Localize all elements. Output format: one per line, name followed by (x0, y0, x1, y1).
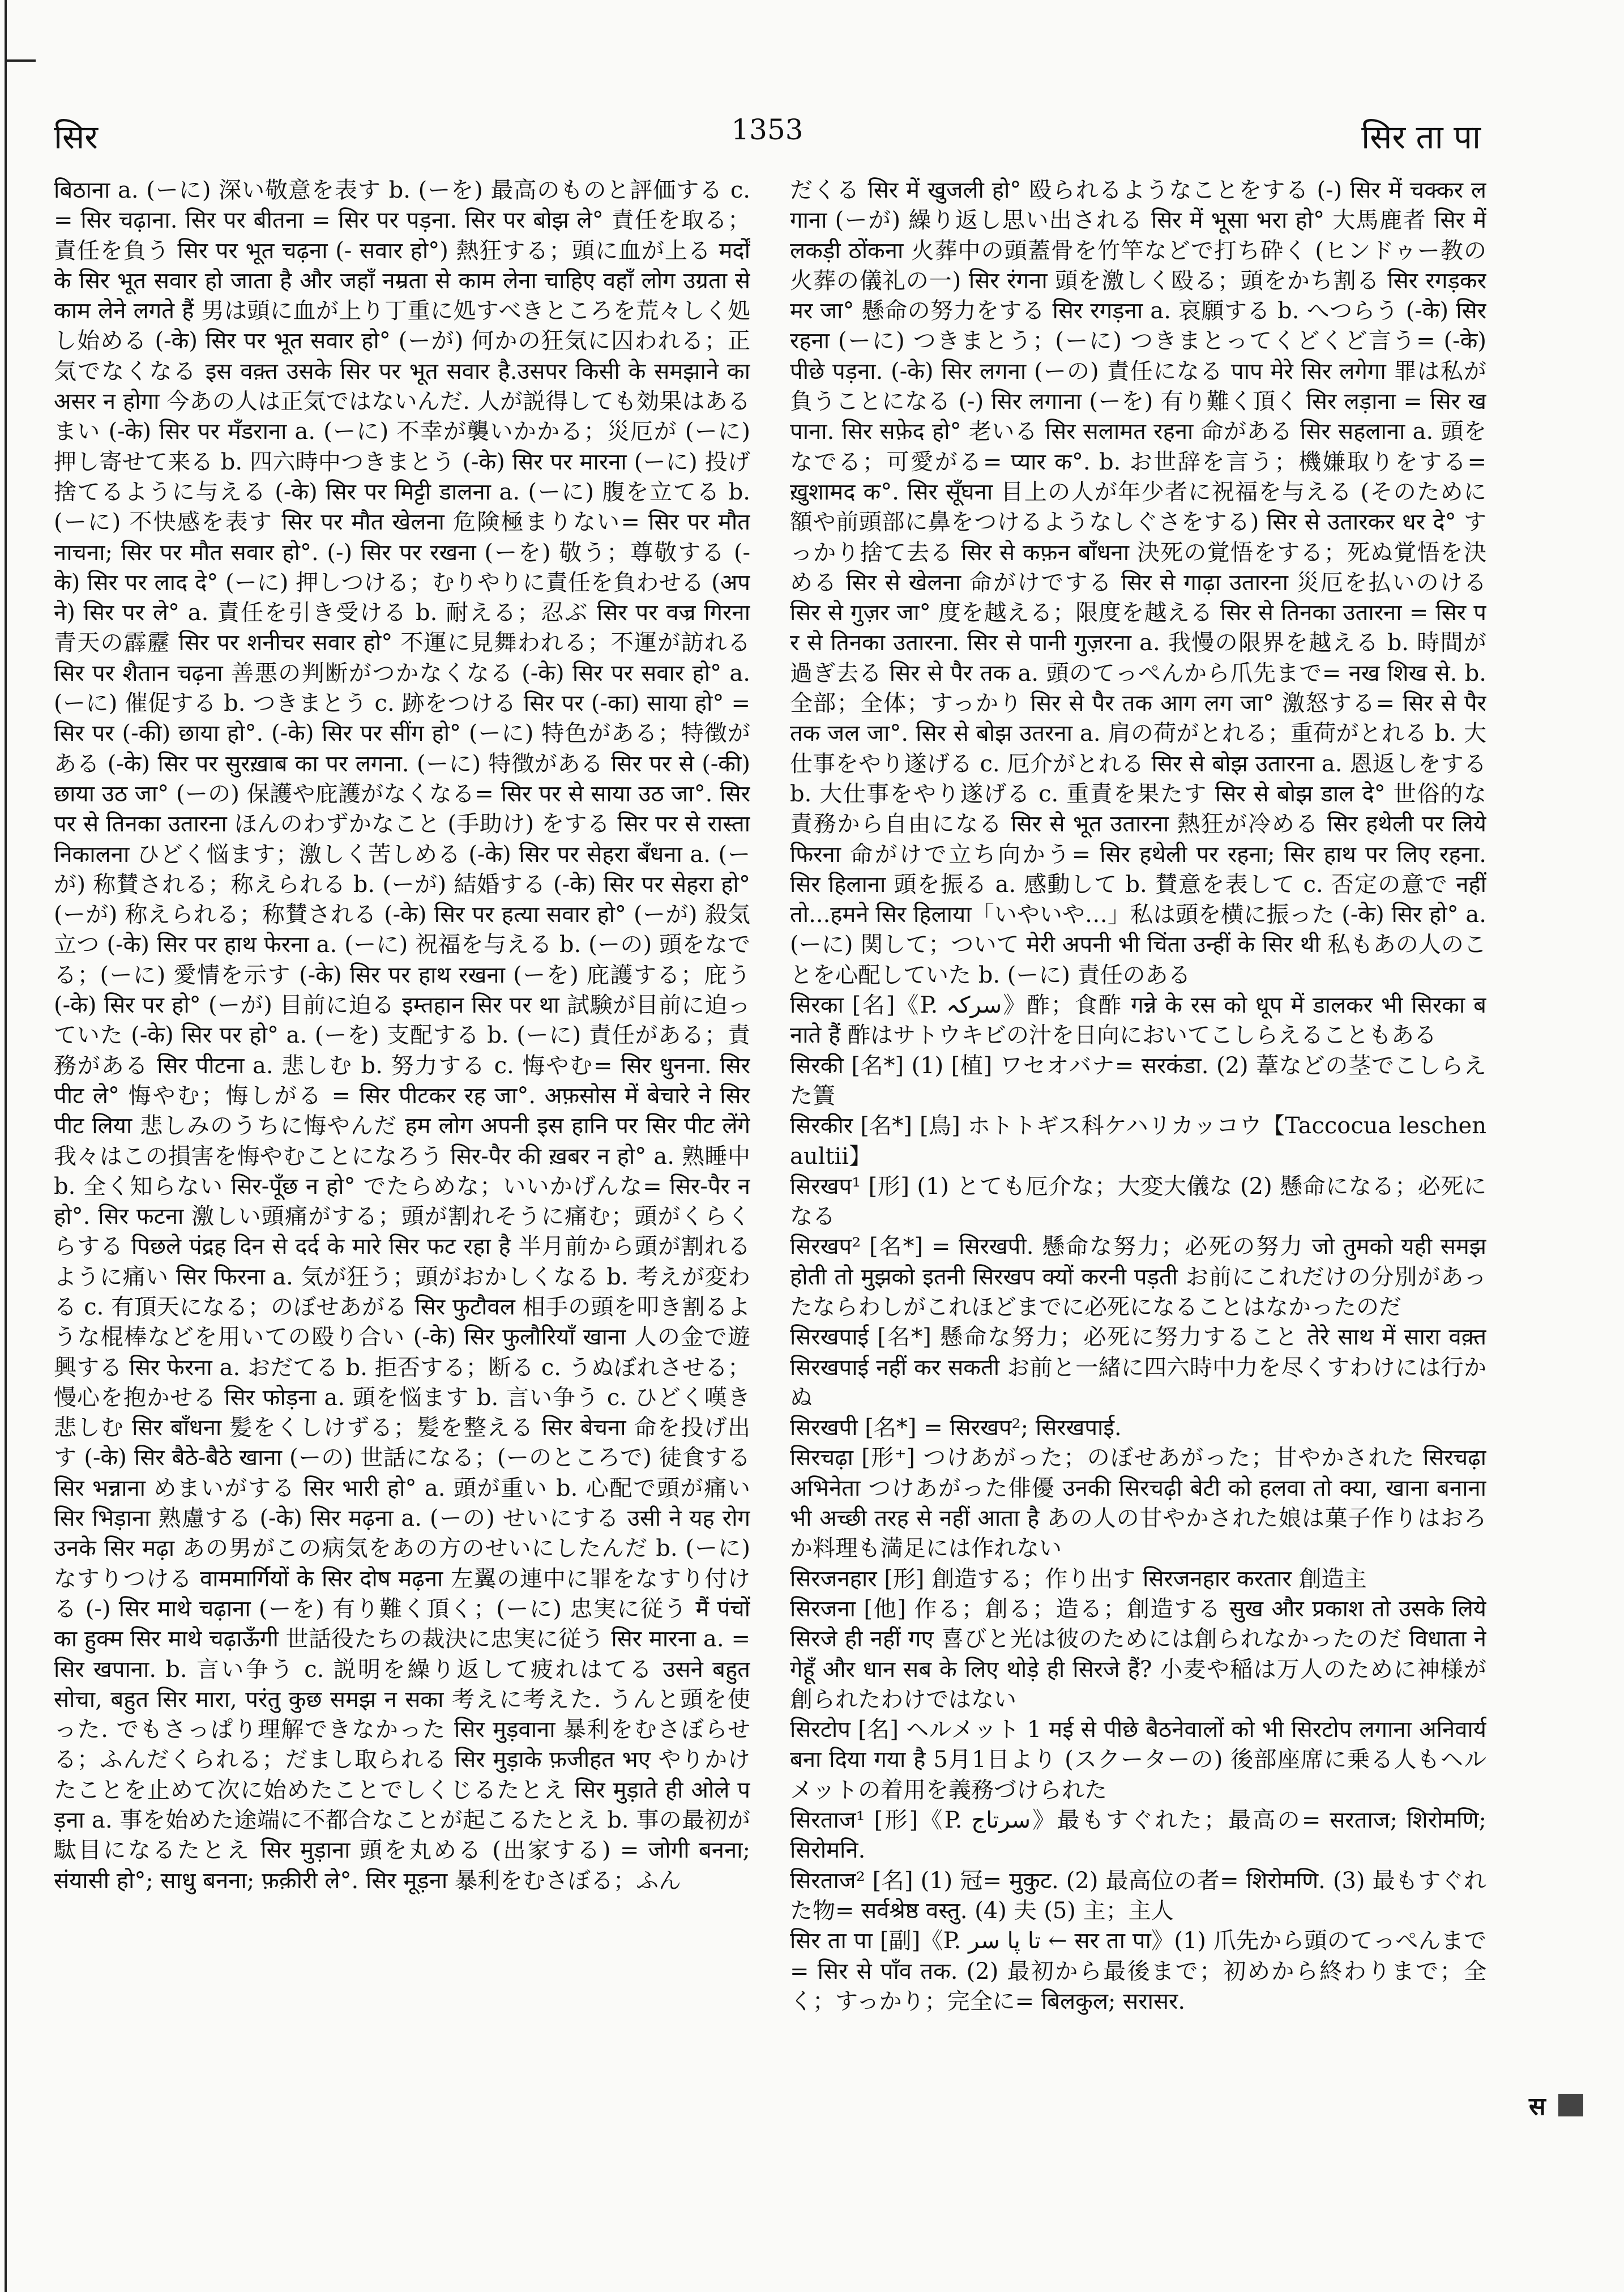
dictionary-entry: सिरजना [他] 作る；創る；造る；創造する सुख और प्रकाश तो उसके लिये सिरजे ही नहीं गए 喜びと光は彼のためには創られなかったのだ विधाता ने गेहूँ और धान सब के लिए थोड़े ही सिरजे हैं? 小麦や稲は万人のために神様が創られたわけではない (790, 1595, 1486, 1713)
dictionary-text: बिठाना a. (ーに) 深い敬意を表す b. (ーを) 最高のものと評価する c. = सिर चढ़ाना. सिर पर बीतना = सिर पर पड़ना. सिर पर बोझ ले° 責任を取る；責任を負う सिर पर भूत चढ़ना (- सवार हो°) 熱狂する；頭に血が上る मर्दों के सिर भूत सवार हो जाता है और जहाँ नम्रता से काम लेना चाहिए वहाँ लोग उग्रता से काम लेने लगते हैं 男は頭に血が上り丁重に処すべきところを荒々しく処し始める (-के) सिर पर भूत सवार हो° (ーが) 何かの狂気に囚われる；正気でなくなる इस वक़्त उसके सिर पर भूत सवार है.उसपर किसी के समझाने का असर न होगा 今あの人は正気ではないんだ. 人が説得しても効果はあるまい (-के) सिर पर मँडराना a. (ーに) 不幸が襲いかかる；災厄が (ーに) 押し寄せて来る b. 四六時中つきまとう (-के) सिर पर मारना (ーに) 投げ捨てるように与える (-के) सिर पर मिट्टी डालना a. (ーに) 腹を立てる b. (ーに) 不快感を表す सिर पर मौत खेलना 危険極まりない= सिर पर मौत नाचना; सिर पर मौत सवार हो°. (-) सिर पर रखना (ーを) 敬う；尊敬する (-के) सिर पर लाद दे° (ーに) 押しつける；むりやりに責任を負わせる (अपने) सिर पर ले° a. 責任を引き受ける b. 耐える；忍ぶ सिर पर वज्र गिरना 青天の霹靂 सिर पर शनीचर सवार हो° 不運に見舞われる；不運が訪れる सिर पर शैतान चढ़ना 善悪の判断がつかなくなる (-के) सिर पर सवार हो° a. (ーに) 催促する b. つきまとう c. 跡をつける सिर पर (-का) साया हो° = सिर पर (-की) छाया हो°. (-के) सिर पर सींग हो° (ーに) 特色がある；特徴がある (-के) सिर पर सुरख़ाब का पर लगना. (ーに) 特徴がある सिर पर से (-की) छाया उठ जा° (ーの) 保護や庇護がなくなる= सिर पर से साया उठ जा°. सिर पर से तिनका उतारना ほんのわずかなこと (手助け) をする सिर पर से रास्ता निकालना ひどく悩ます；激しく苦しめる (-के) सिर पर सेहरा बँधना a. (ーが) 称賛される；称えられる b. (ーが) 結婚する (-के) सिर पर सेहरा हो° (ーが) 称えられる；称賛される (-के) सिर पर हत्या सवार हो° (ーが) 殺気立つ (-के) सिर पर हाथ फेरना a. (ーに) 祝福を与える b. (ーの) 頭をなでる；(ーに) 愛情を示す (-के) सिर पर हाथ रखना (ーを) 庇護する；庇う (-के) सिर पर हो° (ーが) 目前に迫る इम्तहान सिर पर था 試験が目前に迫っていた (-के) सिर पर हो° a. (ーを) 支配する b. (ーに) 責任がある；責務がある सिर पीटना a. 悲しむ b. 努力する c. 悔やむ= सिर धुनना. सिर पीट ले° 悔やむ；悔しがる = सिर पीटकर रह जा°. अफ़सोस में बेचारे ने सिर पीट लिया 悲しみのうちに悔やんだ हम लोग अपनी इस हानि पर सिर पीट लेंगे 我々はこの損害を悔やむことになろう सिर-पैर की ख़बर न हो° a. 熟睡中 b. 全く知らない सिर-पूँछ न हो° でたらめな；いいかげんな= सिर-पैर न हो°. सिर फटना 激しい頭痛がする；頭が割れそうに痛む；頭がくらくらする पिछले पंद्रह दिन से दर्द के मारे सिर फट रहा है 半月前から頭が割れるように痛い सिर फिरना a. 気が狂う；頭がおかしくなる b. 考えが変わる c. 有頂天になる；のぼせあがる सिर फुटौवल 相手の頭を叩き割るような棍棒などを用いての殴り合い (-के) सिर फुलौरियाँ खाना 人の金で遊興する सिर फेरना a. おだてる b. 拒否する；断る c. うぬぼれさせる；慢心を抱かせる सिर फोड़ना a. 頭を悩ます b. 言い争う c. ひどく嘆き悲しむ सिर बाँधना 髪をくしけずる；髪を整える सिर बेचना 命を投げ出す (-के) सिर बैठे-बैठे खाना (ーの) 世話になる；(ーのところで) 徒食する सिर भन्नाना めまいがする सिर भारी हो° a. 頭が重い b. 心配で頭が痛い सिर भिड़ाना 熟慮する (-के) सिर मढ़ना a. (ーの) せいにする उसी ने यह रोग उनके सिर मढ़ा あの男がこの病気をあの方のせいにしたんだ b. (ーに) なすりつける वाममार्गियों के सिर दोष मढ़ना 左翼の連中に罪をなすり付ける (-) सिर माथे चढ़ाना (ーを) 有り難く頂く；(ーに) 忠実に従う मैं पंचों का हुक्म सिर माथे चढ़ाऊँगी 世話役たちの裁決に忠実に従う सिर मारना a. = सिर खपाना. b. 言い争う c. 説明を繰り返して疲れはてる उसने बहुत सोचा, बहुत सिर मारा, परंतु कुछ समझ न सका 考えに考えた. うんと頭を使った. でもさっぱり理解できなかった सिर मुड़वाना 暴利をむさぼらせる；ふんだくられる；だまし取られる सिर मुड़ाके फ़जीहत भए やりかけたことを止めて次に始めたことでしくじるたとえ सिर मुड़ाते ही ओले पड़ना a. 事を始めた途端に不都合なことが起こるたとえ b. 事の最初が駄目になるたとえ सिर मुड़ाना 頭を丸める (出家する) = जोगी बनना; संयासी हो°; साधु बनना; फ़क़ीरी ले°. सिर मूड़ना 暴利をむさぼる；ふん (54, 177, 750, 1894)
right-column (790, 176, 1486, 2169)
thumb-index-tab (1529, 2092, 1585, 2121)
dictionary-text: だくる सिर में खुजली हो° 殴られるようなことをする (-) सिर में चक्कर लगाना (ーが) 繰り返し思い出される सिर में भूसा भरा हो° 大馬鹿者 सिर में लकड़ी ठोंकना 火葬中の頭蓋骨を竹竿などで打ち砕く (ヒンドゥー教の火葬の儀礼の一) सिर रंगना 頭を激しく殴る；頭をかち割る सिर रगड़कर मर जा° 懸命の努力をする सिर रगड़ना a. 哀願する b. へつらう (-के) सिर रहना (ーに) つきまとう；(ーに) つきまとってくどくど言う= (-के) पीछे पड़ना. (-के) सिर लगना (ーの) 責任になる पाप मेरे सिर लगेगा 罪は私が負うことになる (-) सिर लगाना (ーを) 有り難く頂く सिर लड़ाना = सिर खपाना. सिर सफ़ेद हो° 老いる सिर सलामत रहना 命がある सिर सहलाना a. 頭をなでる；可愛がる= प्यार क°. b. お世辞を言う；機嫌取りをする= ख़ुशामद क°. सिर सूँघना 目上の人が年少者に祝福を与える (そのために額や前頭部に鼻をつけるようなしぐさをする) सिर से उतारकर धर दे° すっかり捨て去る सिर से कफ़न बाँधना 決死の覚悟をする；死ぬ覚悟を決める सिर से खेलना 命がけでする सिर से गाढ़ा उतारना 災厄を払いのける सिर से गुज़र जा° 度を越える；限度を越える सिर से तिनका उतारना = सिर पर से तिनका उतारना. सिर से पानी गुज़रना a. 我慢の限界を越える b. 時間が過ぎ去る सिर से पैर तक a. 頭のてっぺんから爪先まで= नख शिख से. b. 全部；全体；すっかり सिर से पैर तक आग लग जा° 激怒する= सिर से पैर तक जल जा°. सिर से बोझ उतरना a. 肩の荷がとれる；重荷がとれる b. 大仕事をやり遂げる c. 厄介がとれる सिर से बोझ उतारना a. 恩返しをする b. 大仕事をやり遂げる c. 重責を果たす सिर से बोझ डाल दे° 世俗的な責務から自由になる सिर से भूत उतारना 熱狂が冷める सिर हथेली पर लिये फिरना 命がけで立ち向かう= सिर हथेली पर रहना; सिर हाथ पर लिए रहना. सिर हिलाना 頭を振る a. 感動して b. 賛意を表して c. 否定の意で नहीं तो...हमने सिर हिलाया「いやいや…」私は頭を横に振った (-के) सिर हो° a. (ーに) 関して；ついて मेरी अपनी भी चिंता उन्हीं के सिर थी 私もあの人のことを心配していた b. (ーに) 責任のある (790, 177, 1486, 988)
dictionary-entry: सिरकीर [名*] [鳥] ホトトギス科ケハリカッコウ【Taccocua leschenaultii】 (790, 1113, 1486, 1170)
thumb-index-marker (1558, 2094, 1583, 2116)
dictionary-entry: सिरताज² [名] (1) 冠= मुकुट. (2) 最高位の者= शिरोमणि. (3) 最もすぐれた物= सर्वश्रेष्ठ वस्तु. (4) 夫 (5) 主；主人 (790, 1867, 1486, 1924)
dictionary-entry: सिरखपी [名*] = सिरखप²; सिरखपाई. (790, 1415, 1122, 1441)
dictionary-entry: सिरजनहार [形] 創造する；作り出す सिरजनहार करतार 創造主 (790, 1565, 1367, 1592)
page-header (54, 113, 1481, 164)
dictionary-entry: सिरचढ़ा [形⁺] つけあがった；のぼせあがった；甘やかされた सिरचढ़ा अभिनेता つけあがった俳優 उनकी सिरचढ़ी बेटी को हलवा तो क्या, खाना बनाना भी अच्छी तरह से नहीं आता है あの人の甘やかされた娘は菓子作りはおろか料理も満足には作れない (790, 1445, 1486, 1562)
guide-word-left: सिर (54, 118, 98, 156)
left-column (54, 176, 750, 2169)
dictionary-entry: सिरखप² [名*] = सिरखपी. 懸命な努力；必死の努力 जो तुमको यही समझ होती तो मुझको इतनी सिरखप क्यों करनी पड़ती お前にこれだけの分別があったならわしがこれほどまでに必死になることはなかったのだ (790, 1234, 1486, 1320)
dictionary-entry: सिरका [名]《P. سرکہ》酢；食酢 गन्ने के रस को धूप में डालकर भी सिरका बनाते हैं 酢はサトウキビの汁を日向においてこしらえることもある (790, 992, 1486, 1049)
dictionary-entry: सिरखप¹ [形] (1) とても厄介な；大変大儀な (2) 懸命になる；必死になる (790, 1173, 1486, 1230)
dictionary-entry: सिरटोप [名] ヘルメット 1 मई से पीछे बैठनेवालों को भी सिरटोप लगाना अनिवार्य बना दिया गया है 5月1日より (スクーターの) 後部座席に乗る人もヘルメットの着用を義務づけられた (790, 1717, 1486, 1803)
margin-rule-horizontal (5, 59, 36, 62)
page-number: 1353 (731, 113, 804, 146)
thumb-index-letter: स (1529, 2092, 1546, 2121)
dictionary-entry: सिरताज¹ [形]《P. سرتاج》最もすぐれた；最高の= सरताज; शिरोमणि; सिरोमनि. (790, 1807, 1486, 1864)
margin-rule-vertical (5, 0, 7, 2292)
dictionary-entry: सिर ता पा [副]《P. تا پا سر ← सर ता पा》(1) 爪先から頭のてっぺんまで= सिर से पाँव तक. (2) 最初から最後まで；初めから終わりまで；全く；すっかり；完全に= बिलकुल; सरासर. (790, 1928, 1486, 2014)
dictionary-entry: सिरकी [名*] (1) [植] ワセオバナ= सरकंडा. (2) 葦などの茎でこしらえた簀 (790, 1052, 1486, 1109)
dictionary-entry: सिरखपाई [名*] 懸命な努力；必死に努力すること तेरे साथ में सारा वक़्त सिरखपाई नहीं कर सकती お前と一緒に四六時中力を尽くすわけには行かぬ (790, 1324, 1486, 1411)
guide-word-right: सिर ता पा (1361, 118, 1481, 156)
